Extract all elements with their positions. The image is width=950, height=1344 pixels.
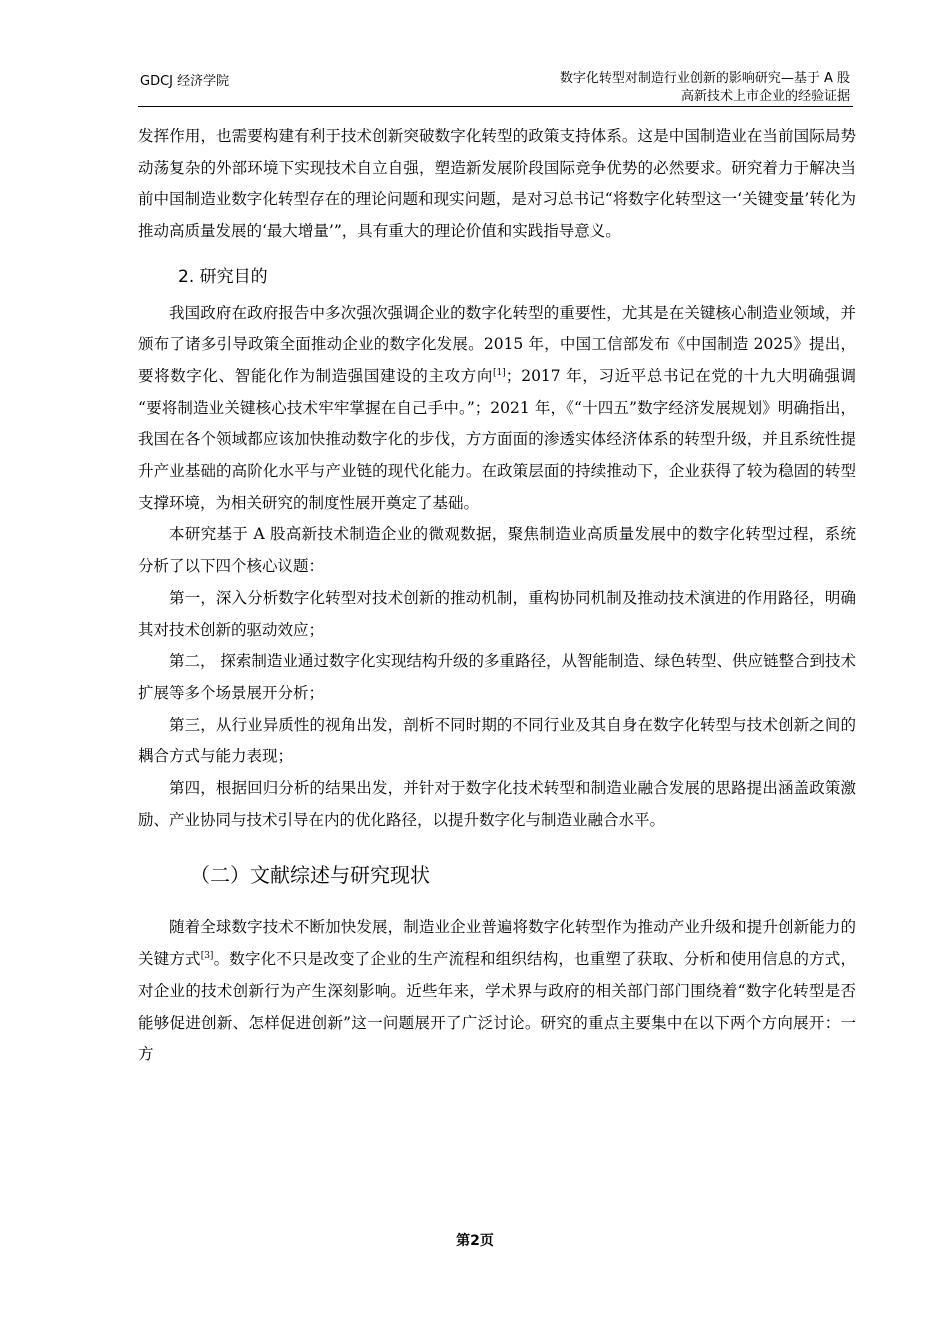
paragraph-issue-4: 第四，根据回归分析的结果出发，并针对于数字化技术转型和制造业融合发展的思路提出涵盖政策激励、产业协同与技术引导在内的优化路径，以提升数字化与制造业融合水平。 [138, 779, 856, 829]
section-heading-research-purpose: 2. 研究目的 [178, 266, 268, 287]
paragraph-issue-1: 第一，深入分析数字化转型对技术创新的推动机制，重构协同机制及推动技术演进的作用路径，明确其对技术创新的驱动效应； [138, 588, 856, 639]
paragraph-text: 随着全球数字技术不断加快发展，制造业企业普遍将数字化转型作为推动产业升级和提升创新能力的关键方式 [138, 918, 856, 969]
paragraph-issue-3: 第三，从行业异质性的视角出发，剖析不同时期的不同行业及其自身在数字化转型与技术创新之间的耦合方式与能力表现； [138, 715, 856, 766]
header-institution: GDCJ 经济学院 [140, 74, 230, 89]
header-title-line-1: 数字化转型对制造行业创新的影响研究—基于 A 股 [559, 71, 850, 86]
paragraph-issue-2: 第二， 探索制造业通过数字化实现结构升级的多重路径，从智能制造、绿色转型、供应链整合到技术扩展等多个场景展开分析； [138, 652, 856, 702]
header-divider [138, 106, 853, 107]
paragraph-text: 。数字化不只是改变了企业的生产流程和组织结构，也重塑了获取、分析和使用信息的方式，对企业的技术创新行为产生深刻影响。近些年来，学术界与政府的相关部门部门围绕着“数字化转型是否能够促进创新、怎样促进创新”这一问题展开了广泛讨论。研究的重点主要集中在以下两个方向展开：一方 [138, 950, 856, 1064]
paragraph-text: ；2017 年，习近平总书记在党的十九大明确强调 “要将制造业关键核心技术牢牢掌握在自己手中。”；2021 年，《“十四五”数字经济发展规划》明确指出，我国在各个领域都应该加快推动数字化的步伐，方方面面的渗透实体经济体系的转型升级，并且系统性提升产业基础的高阶化水平与产业链的现代化能力。在政策层面的持续推动下，企业获得了较为稳固的转型支撑环境，为相关研究的制度性展开奠定了基础。 [138, 366, 856, 512]
citation-ref: [3] [200, 951, 214, 962]
paragraph-intro: 发挥作用，也需要构建有利于技术创新突破数字化转型的政策支持体系。这是中国制造业在当前国际局势动荡复杂的外部环境下实现技术自立自强，塑造新发展阶段国际竞争优势的必然要求。研究着力于解决当前中国制造业数字化转型存在的理论问题和现实问题，是对习总书记“将数字化转型这一‘关键变量’转化为推动高质量发展的‘最大增量’”，具有重大的理论价值和实践指导意义。 [138, 127, 856, 241]
chapter-heading-literature-review: （二）文献综述与研究现状 [190, 863, 430, 888]
paragraph-literature [138, 912, 856, 1071]
page-body [138, 121, 856, 1071]
paragraph-study-scope: 本研究基于 A 股高新技术制造企业的微观数据，聚焦制造业高质量发展中的数字化转型过程，系统分析了以下四个核心议题： [138, 525, 856, 576]
citation-ref: [1] [492, 367, 506, 378]
paragraph-policy-background [138, 298, 856, 520]
header-paper-title [430, 70, 850, 106]
header-title-line-2: 高新技术上市企业的经验证据 [680, 89, 850, 104]
page-number: 第2页 [456, 1233, 494, 1249]
paragraph-text: 我国政府在政府报告中多次强次强调企业的数字化转型的重要性，尤其是在关键核心制造业领域，并颁布了诸多引导政策全面推动企业的数字化发展。2015 年，中国工信部发布《中国制造 2025》提出，要将数字化、智能化作为制造强国建设的主攻方向 [138, 303, 856, 385]
